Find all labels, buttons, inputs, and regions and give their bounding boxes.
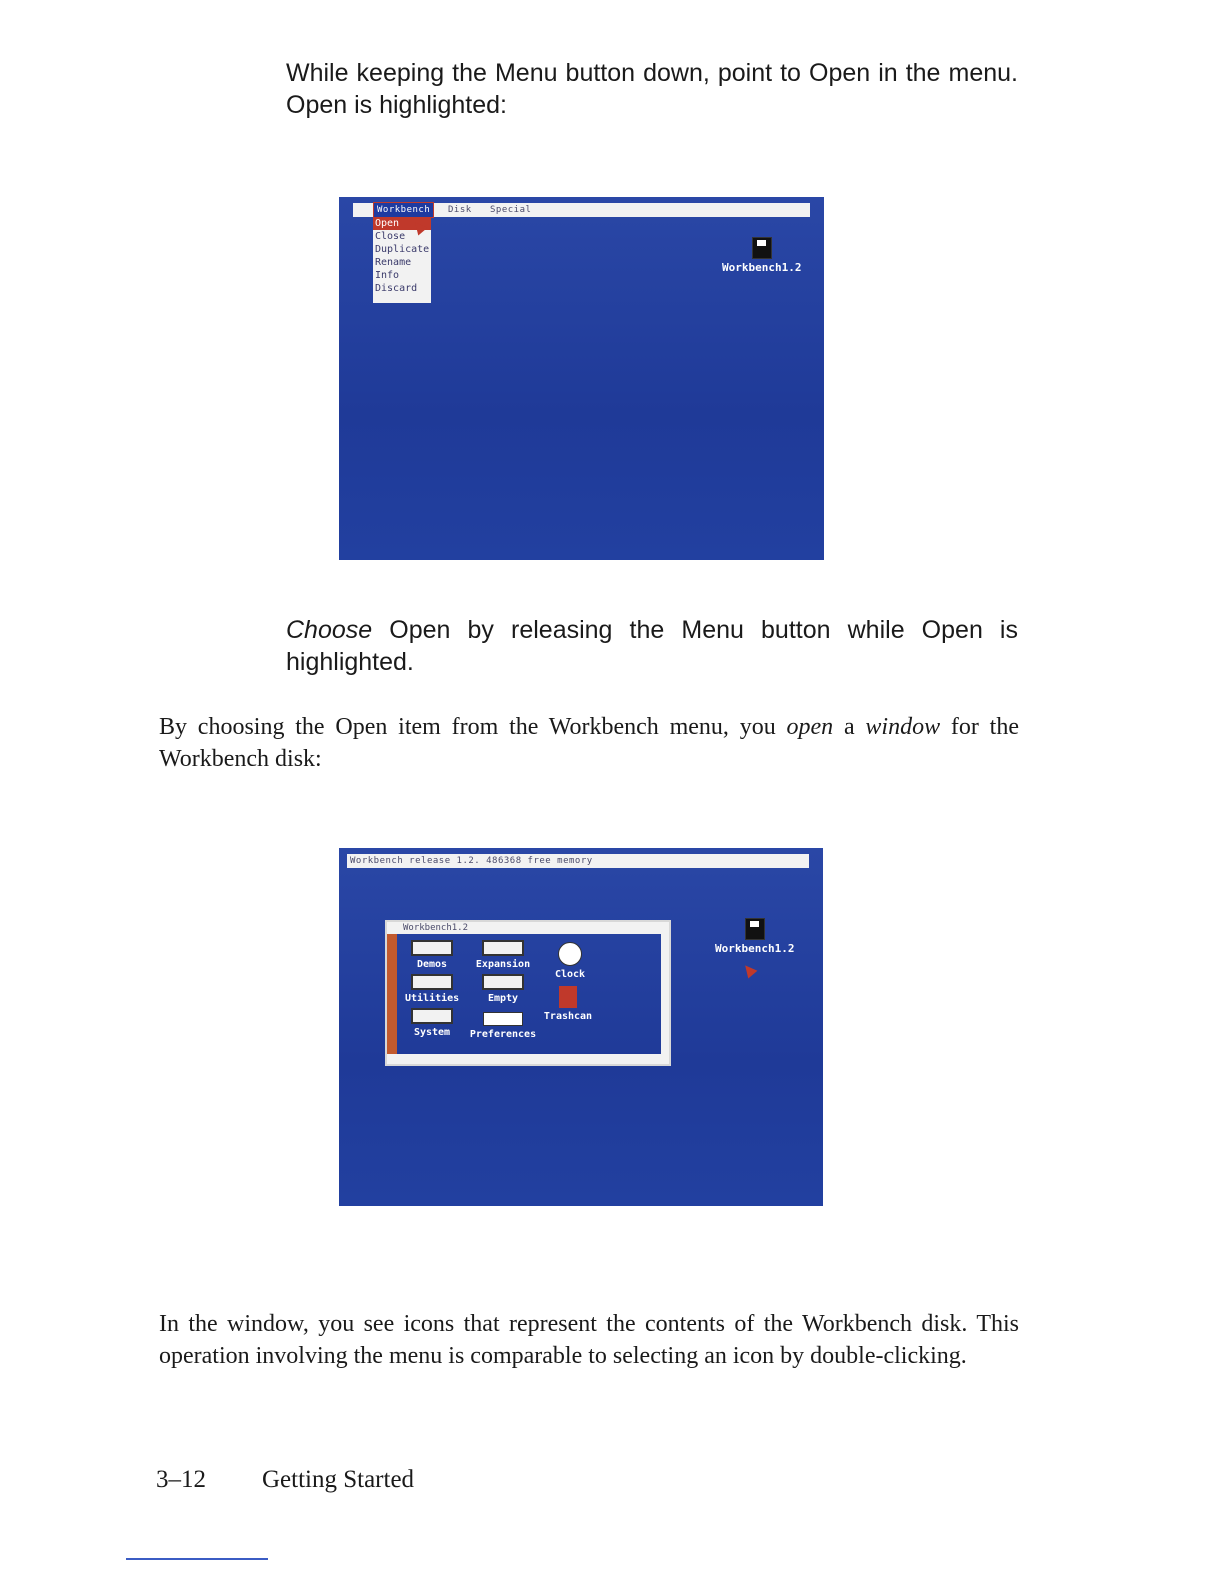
step-instruction-2 [286,614,1018,678]
screen-title-bar [353,203,810,217]
preferences-tool[interactable] [467,1012,539,1040]
choose-emphasis: Choose [286,616,373,644]
menu-special[interactable]: Special [490,205,532,215]
screen-title-text: Workbench release 1.2. 486368 free memory [350,856,593,866]
icon-label: System [413,1027,451,1038]
para1-em-open: open [786,714,834,740]
menu-item-info[interactable]: Info [375,270,400,281]
menu-item-close[interactable]: Close [375,231,406,242]
screen-title-bar [347,854,809,868]
preferences-icon [483,1012,523,1026]
screenshot-window-open [339,848,823,1206]
menu-item-duplicate[interactable]: Duplicate [375,244,430,255]
trashcan-icon [559,986,577,1008]
floppy-disk-icon [752,237,772,259]
utilities-drawer[interactable] [405,974,459,1004]
drawer-icon [482,974,524,990]
disk-label: Workbench1.2 [715,942,795,955]
mouse-pointer-icon [741,962,758,979]
expansion-drawer[interactable] [471,940,535,970]
clock-icon [558,942,582,966]
trashcan[interactable] [537,986,599,1022]
window-left-border [387,934,397,1054]
step-instruction-1: While keeping the Menu button down, point to Open in the menu. Open is highlighted: [286,59,1018,119]
workbench-disk-icon[interactable] [722,237,801,274]
floppy-disk-icon [745,918,765,940]
screenshot-menu-open [339,197,824,560]
system-drawer[interactable] [407,1008,457,1038]
icon-label: Preferences [469,1029,537,1040]
icon-label: Expansion [475,959,531,970]
horizontal-scrollbar[interactable] [387,1054,669,1064]
para1-em-window: window [865,714,941,740]
drawer-icon [411,940,453,956]
demos-drawer[interactable] [407,940,457,970]
footer-rule [126,1558,268,1560]
menu-workbench[interactable]: Workbench [373,202,434,218]
page-number: 3–12 [156,1466,206,1493]
para1-text-c: for the Workbench disk: [159,714,1019,772]
drawer-icon [411,1008,453,1024]
icon-label: Demos [416,959,448,970]
step-2-text: Open by releasing the Menu button while Open is highlighted. [286,616,1018,676]
workbench-window[interactable] [385,920,671,1066]
paragraph-open-window [159,711,1019,775]
empty-drawer[interactable] [475,974,531,1004]
workbench-disk-icon[interactable] [715,918,794,955]
icon-label: Utilities [405,993,460,1004]
window-title[interactable]: Workbench1.2 [387,922,669,934]
drawer-icon [411,974,453,990]
icon-label: Clock [554,969,586,980]
disk-label: Workbench1.2 [722,261,802,274]
icon-label: Empty [487,993,519,1004]
paragraph-window-icons: In the window, you see icons that represent the contents of the Workbench disk. This operation involving the menu is comparable to selecting an icon by double-clicking. [159,1311,1019,1369]
section-title: Getting Started [262,1466,415,1493]
drawer-icon [482,940,524,956]
menu-disk[interactable]: Disk [448,205,472,215]
menu-item-discard[interactable]: Discard [375,283,418,294]
menu-item-rename[interactable]: Rename [375,257,412,268]
icon-label: Trashcan [543,1011,593,1022]
clock-tool[interactable] [545,942,595,980]
menu-item-open[interactable]: Open [373,217,431,230]
para1-text-b: a [833,714,866,740]
para1-text-a: By choosing the Open item from the Workbench menu, you [159,714,787,740]
vertical-scrollbar[interactable] [661,934,669,1054]
